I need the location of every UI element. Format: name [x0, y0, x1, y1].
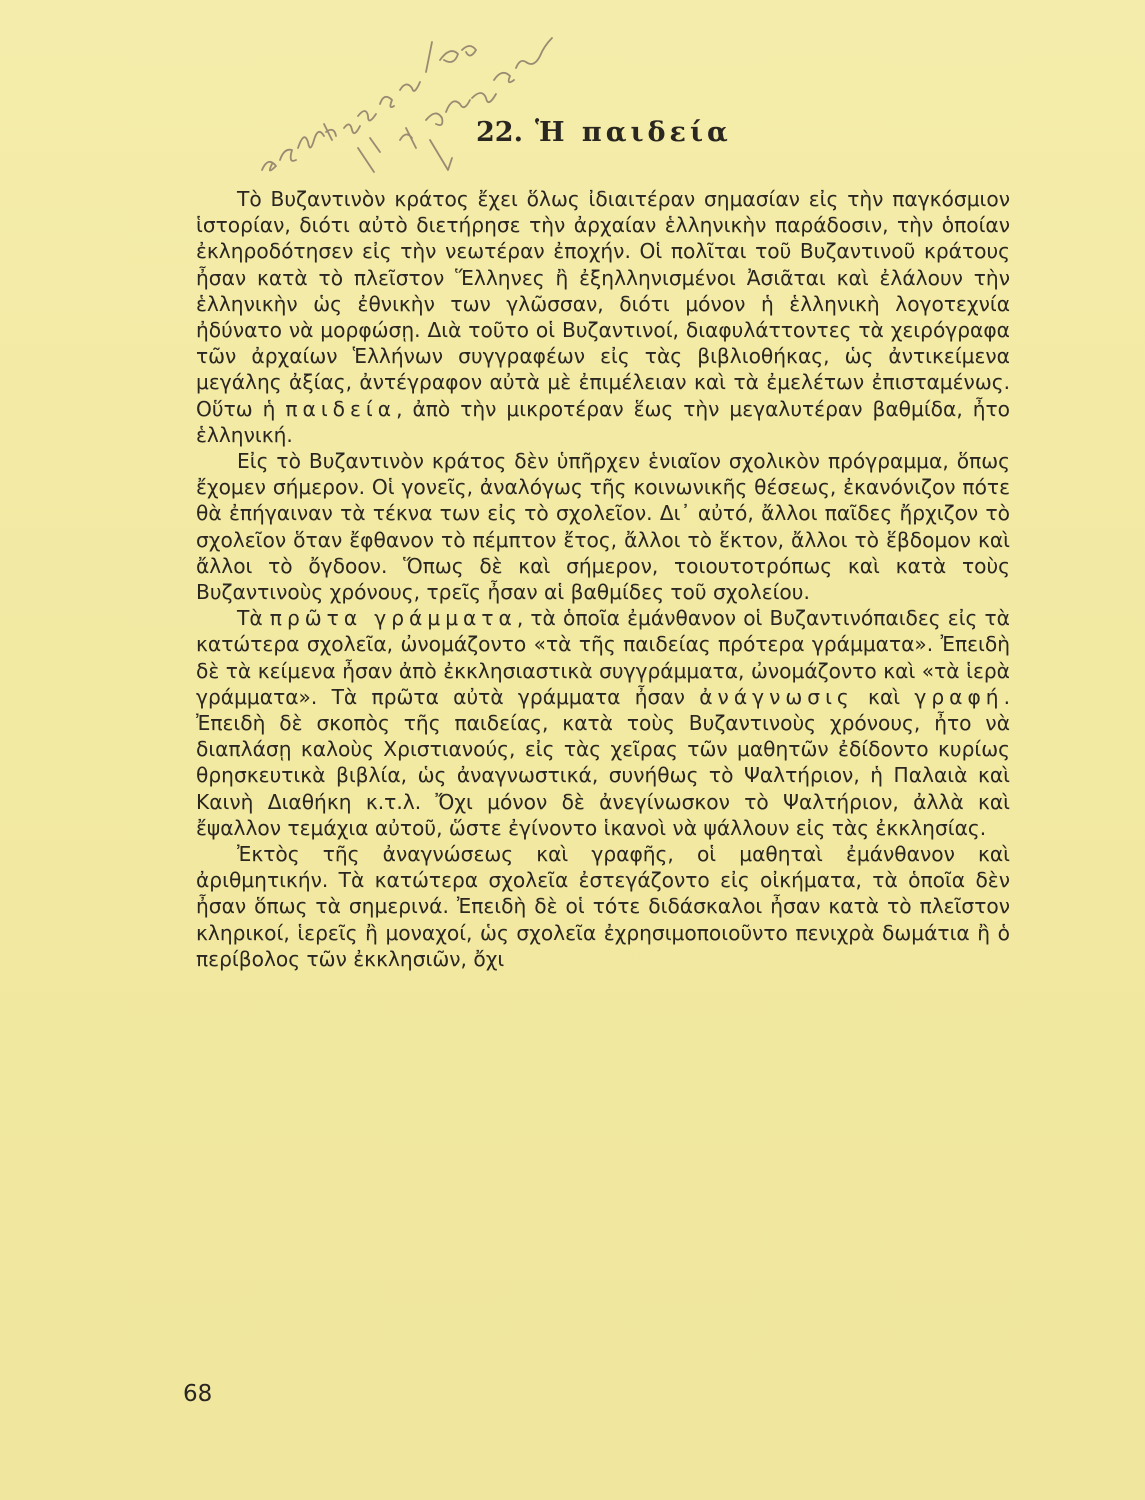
text-segment: Τὰ: [237, 606, 270, 631]
text-segment: , ἀπὸ τὴν μικροτέραν ἕως τὴν μεγαλυτέραν βαθμίδα, ἦτο ἑλληνική.: [196, 396, 1011, 447]
section-heading: [476, 117, 732, 148]
paragraph: [196, 841, 1010, 972]
emphasized-term: γραφή: [914, 684, 1004, 709]
text-segment: . Ἐπειδὴ δὲ σκοπὸς τῆς παιδείας, κατὰ τοὺς Βυζαντινοὺς χρόνους, ἦτο νὰ διαπλάσῃ καλοὺς Χριστιανούς, εἰς τὰς χεῖρας τῶν μαθητῶν ἐδίδοντο κυρίως θρησκευτικὰ βιβλία, ὡς ἀναγνωστικά, συνήθως τὸ Ψαλτήριον, ἡ Παλαιὰ καὶ Καινὴ Διαθήκη κ.τ.λ. Ὄχι μόνον δὲ ἀνεγίνωσκον τὸ Ψαλτήριον, ἀλλὰ καὶ ἔψαλλον τεμάχια αὐτοῦ, ὥστε ἐγίνοντο ἱκανοὶ νὰ ψάλλουν εἰς τὰς ἐκκλησίας.: [196, 684, 1011, 840]
section-number: 22.: [476, 117, 523, 148]
text-segment: , τὰ ὁποῖα ἐμάνθανον οἱ Βυζαντινόπαιδες εἰς τὰ κατώτερα σχολεῖα, ὠνομάζοντο «τὰ τῆς παιδείας πρότερα γράμματα». Ἐπειδὴ δὲ τὰ κείμενα ἦσαν ἀπὸ ἐκκλησιαστικὰ συγγράμματα, ὠνομάζοντο καὶ «τὰ ἱερὰ γράμματα». Τὰ πρῶτα αὐτὰ γράμματα ἦσαν: [196, 606, 1010, 709]
text-segment: Ἐκτὸς τῆς ἀναγνώσεως καὶ γραφῆς, οἱ μαθηταὶ ἐμάνθανον καὶ ἀριθμητικήν. Τὰ κατώτερα σχολεῖα ἐστεγάζοντο εἰς οἰκήματα, τὰ ὁποῖα δὲν ἦσαν ὅπως τὰ σημερινά. Ἐπειδὴ δὲ οἱ τότε διδάσκαλοι ἦσαν κατὰ τὸ πλεῖστον κληρικοί, ἱερεῖς ἢ μοναχοί, ὡς σχολεῖα ἐχρησιμοποιοῦντο πενιχρὰ δωμάτια ἢ ὁ περίβολος τῶν ἐκκλησιῶν, ὄχι: [196, 842, 1010, 971]
emphasized-term: πρῶτα γράμματα: [269, 606, 517, 631]
page-number: 68: [183, 1381, 213, 1407]
handwritten-annotation: [240, 20, 620, 180]
body-text: [196, 186, 1010, 972]
paragraph: [196, 186, 1010, 448]
section-title: Ἡ παιδεία: [534, 117, 732, 148]
paragraph: [196, 448, 1010, 605]
emphasized-term: ἀνάγνωσις: [699, 684, 854, 709]
text-segment: Τὸ Βυζαντινὸν κράτος ἔχει ὅλως ἰδιαιτέραν σημασίαν εἰς τὴν παγκόσμιον ἱστορίαν, διότι αὐτὸ διετήρησε τὴν ἀρχαίαν ἑλληνικὴν παράδοσιν, τὴν ὁποίαν ἐκληροδότησεν εἰς τὴν νεωτέραν ἐποχήν. Οἱ πολῖται τοῦ Βυζαντινοῦ κράτους ἦσαν κατὰ τὸ πλεῖστον Ἕλληνες ἢ ἐξηλληνισμένοι Ἀσιᾶται καὶ ἐλάλουν τὴν ἑλληνικὴν ὡς ἐθνικὴν των γλῶσσαν, διότι μόνον ἡ ἑλληνικὴ λογοτεχνία ἠδύνατο νὰ μορφώσῃ. Διὰ τοῦτο οἱ Βυζαντινοί, διαφυλάττοντες τὰ χειρόγραφα τῶν ἀρχαίων Ἑλλήνων συγγραφέων εἰς τὰς βιβλιοθήκας, ὡς ἀντικείμενα μεγάλης ἀξίας, ἀντέγραφον αὐτὰ μὲ ἐπιμέλειαν καὶ τὰ ἐμελέτων ἐπισταμένως. Οὕτω ἡ: [196, 187, 1010, 421]
text-segment: Εἰς τὸ Βυζαντινὸν κράτος δὲν ὑπῆρχεν ἑνιαῖον σχολικὸν πρόγραμμα, ὅπως ἔχομεν σήμερον. Οἱ γονεῖς, ἀναλόγως τῆς κοινωνικῆς θέσεως, ἐκανόνιζον πότε θὰ ἐπήγαιναν τὰ τέκνα των εἰς τὸ σχολεῖον. Δι᾽ αὐτό, ἄλλοι παῖδες ἤρχιζον τὸ σχολεῖον ὅταν ἔφθανον τὸ πέμπτον ἔτος, ἄλλοι τὸ ἕκτον, ἄλλοι τὸ ἕβδομον καὶ ἄλλοι τὸ ὄγδοον. Ὅπως δὲ καὶ σήμερον, τοιουτοτρόπως καὶ κατὰ τοὺς Βυζαντινοὺς χρόνους, τρεῖς ἦσαν αἱ βαθμίδες τοῦ σχολείου.: [196, 449, 1010, 605]
text-segment: καὶ: [853, 684, 915, 709]
emphasized-term: παιδεία: [285, 396, 397, 421]
paragraph: [196, 605, 1010, 841]
